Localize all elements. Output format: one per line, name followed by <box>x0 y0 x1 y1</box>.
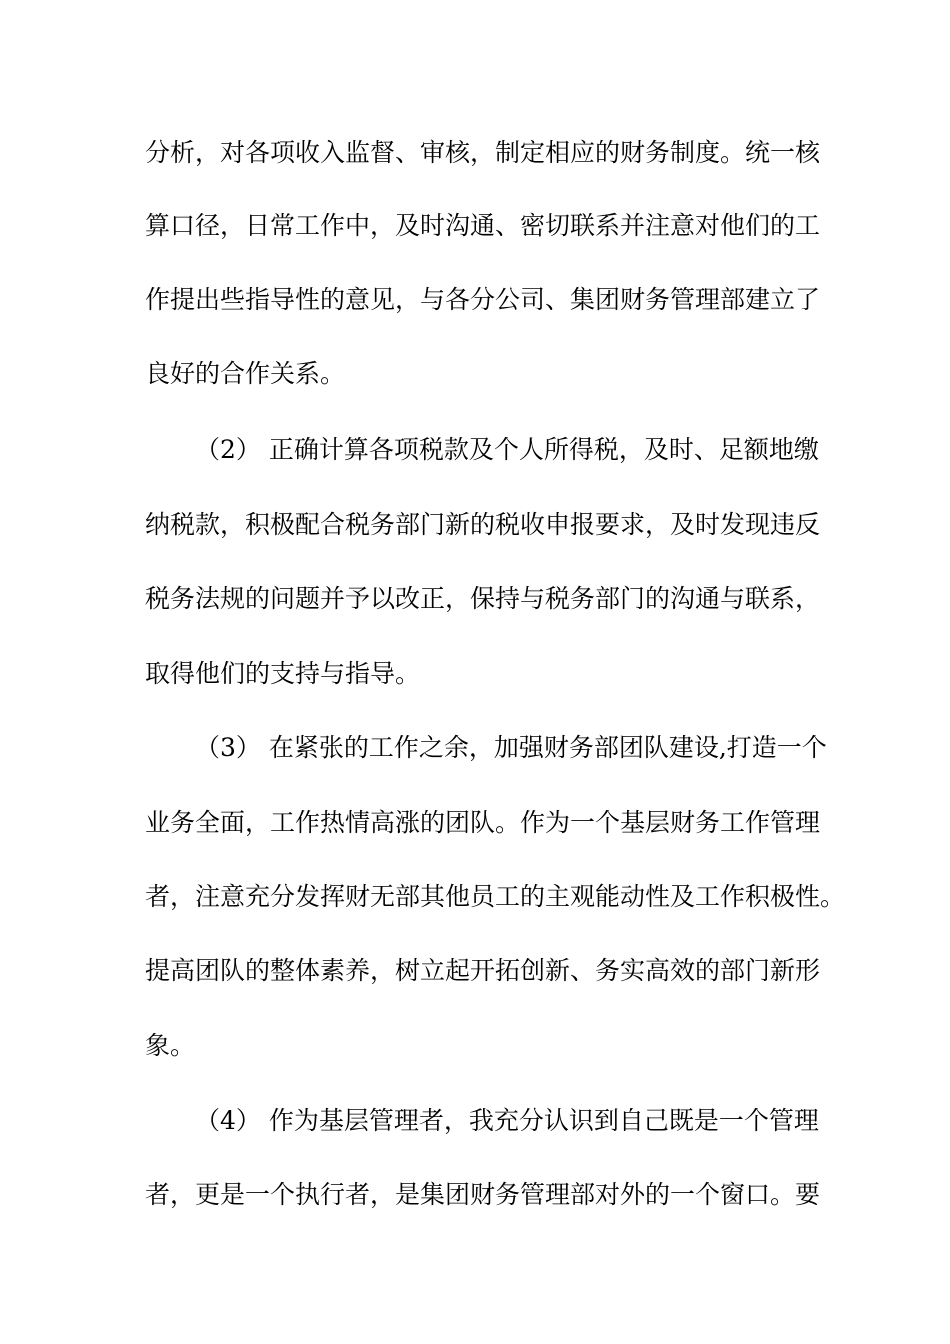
paragraph-4-first-line: （4） 作为基层管理者，我充分认识到自己既是一个管理 <box>195 1106 819 1135</box>
text-line: 业务全面，工作热情高涨的团队。作为一个基层财务工作管理 <box>145 808 821 837</box>
text-line: 者，更是一个执行者，是集团财务管理部对外的一个窗口。要 <box>145 1180 821 1209</box>
text-line: 取得他们的支持与指导。 <box>145 659 421 688</box>
text-line: 纳税款，积极配合税务部门新的税收申报要求，及时发现违反 <box>145 510 821 539</box>
text-line: 提高团队的整体素养，树立起开拓创新、务实高效的部门新形 <box>145 956 821 985</box>
text-line: 作提出些指导性的意见，与各分公司、集团财务管理部建立了 <box>145 285 821 314</box>
text-line: 者，注意充分发挥财无部其他员工的主观能动性及工作积极性。 <box>145 882 846 911</box>
text-line: 算口径，日常工作中，及时沟通、密切联系并注意对他们的工 <box>145 211 821 240</box>
text-line: 分析，对各项收入监督、审核，制定相应的财务制度。统一核 <box>145 138 821 167</box>
text-line: 税务法规的问题并予以改正，保持与税务部门的沟通与联系， <box>145 584 821 613</box>
paragraph-3-first-line: （3） 在紧张的工作之余，加强财务部团队建设,打造一个 <box>195 733 827 762</box>
text-line: 象。 <box>145 1031 196 1060</box>
text-line: 良好的合作关系。 <box>145 359 346 388</box>
paragraph-2-first-line: （2） 正确计算各项税款及个人所得税，及时、足额地缴 <box>195 435 819 464</box>
